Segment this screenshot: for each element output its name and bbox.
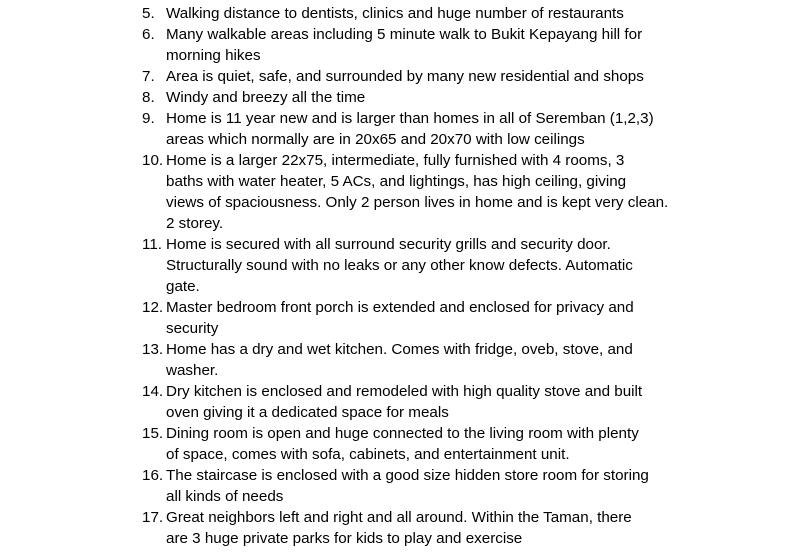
- list-item-line: oven giving it a dedicated space for meals: [166, 404, 449, 421]
- list-item-line: Windy and breezy all the time: [166, 89, 366, 106]
- list-item-line: Many walkable areas including 5 minute walk to Bukit Kepayang hill for: [166, 26, 643, 43]
- list-item-line: washer.: [166, 362, 219, 379]
- list-item-line: The staircase is enclosed with a good size hidden store room for storing: [166, 467, 649, 484]
- list-item-line: Home is 11 year new and is larger than homes in all of Seremban (1,2,3): [166, 110, 654, 127]
- list-item-number: 5.: [142, 5, 155, 22]
- list-item-line: Great neighbors left and right and all around. Within the Taman, there: [166, 509, 632, 526]
- list-item: [142, 465, 682, 507]
- list-item-number: 7.: [142, 68, 155, 85]
- list-item: [142, 297, 682, 339]
- list-item-line: 2 storey.: [166, 215, 224, 232]
- list-item-line: Area is quiet, safe, and surrounded by many new residential and shops: [166, 68, 644, 85]
- list-item: [142, 87, 682, 108]
- list-item-line: Home has a dry and wet kitchen. Comes with fridge, oveb, stove, and: [166, 341, 633, 358]
- list-item: [142, 381, 682, 423]
- list-item-line: security: [166, 320, 219, 337]
- numbered-list: [142, 3, 682, 549]
- list-item: [142, 339, 682, 381]
- list-item-line: Home is secured with all surround security grills and security door.: [166, 236, 611, 253]
- list-item-number: 6.: [142, 26, 155, 43]
- list-item-line: are 3 huge private parks for kids to play and exercise: [166, 530, 523, 547]
- list-item-line: morning hikes: [166, 47, 261, 64]
- list-item-number: 8.: [142, 89, 155, 106]
- list-item-line: views of spaciousness. Only 2 person lives in home and is kept very clean.: [166, 194, 669, 211]
- list-item-line: Master bedroom front porch is extended and enclosed for privacy and: [166, 299, 634, 316]
- list-item-number: 9.: [142, 110, 155, 127]
- list-item-line: all kinds of needs: [166, 488, 284, 505]
- list-item-line: areas which normally are in 20x65 and 20x70 with low ceilings: [166, 131, 585, 148]
- list-item: [142, 24, 682, 66]
- list-item-line: gate.: [166, 278, 200, 295]
- list-item-number: 16.: [142, 467, 164, 484]
- list-item: [142, 3, 682, 24]
- list-item-line: Home is a larger 22x75, intermediate, fully furnished with 4 rooms, 3: [166, 152, 625, 169]
- list-item-number: 11.: [142, 236, 162, 253]
- list-item-number: 12.: [142, 299, 164, 316]
- list-item-line: Dining room is open and huge connected to the living room with plenty: [166, 425, 639, 442]
- list-item: [142, 108, 682, 150]
- list-item-line: Dry kitchen is enclosed and remodeled with high quality stove and built: [166, 383, 643, 400]
- list-item: [142, 507, 682, 549]
- list-item-number: 17.: [142, 509, 164, 526]
- list-item-number: 13.: [142, 341, 164, 358]
- list-item: [142, 234, 682, 297]
- list-item: [142, 150, 682, 234]
- list-item-line: Walking distance to dentists, clinics and huge number of restaurants: [166, 5, 624, 22]
- list-item-number: 14.: [142, 383, 164, 400]
- list-item-line: baths with water heater, 5 ACs, and lightings, has high ceiling, giving: [166, 173, 627, 190]
- list-item-line: of space, comes with sofa, cabinets, and entertainment unit.: [166, 446, 570, 463]
- list-item: [142, 423, 682, 465]
- list-item-number: 10.: [142, 152, 164, 169]
- list-item-line: Structurally sound with no leaks or any other know defects. Automatic: [166, 257, 633, 274]
- list-item-number: 15.: [142, 425, 164, 442]
- list-item: [142, 66, 682, 87]
